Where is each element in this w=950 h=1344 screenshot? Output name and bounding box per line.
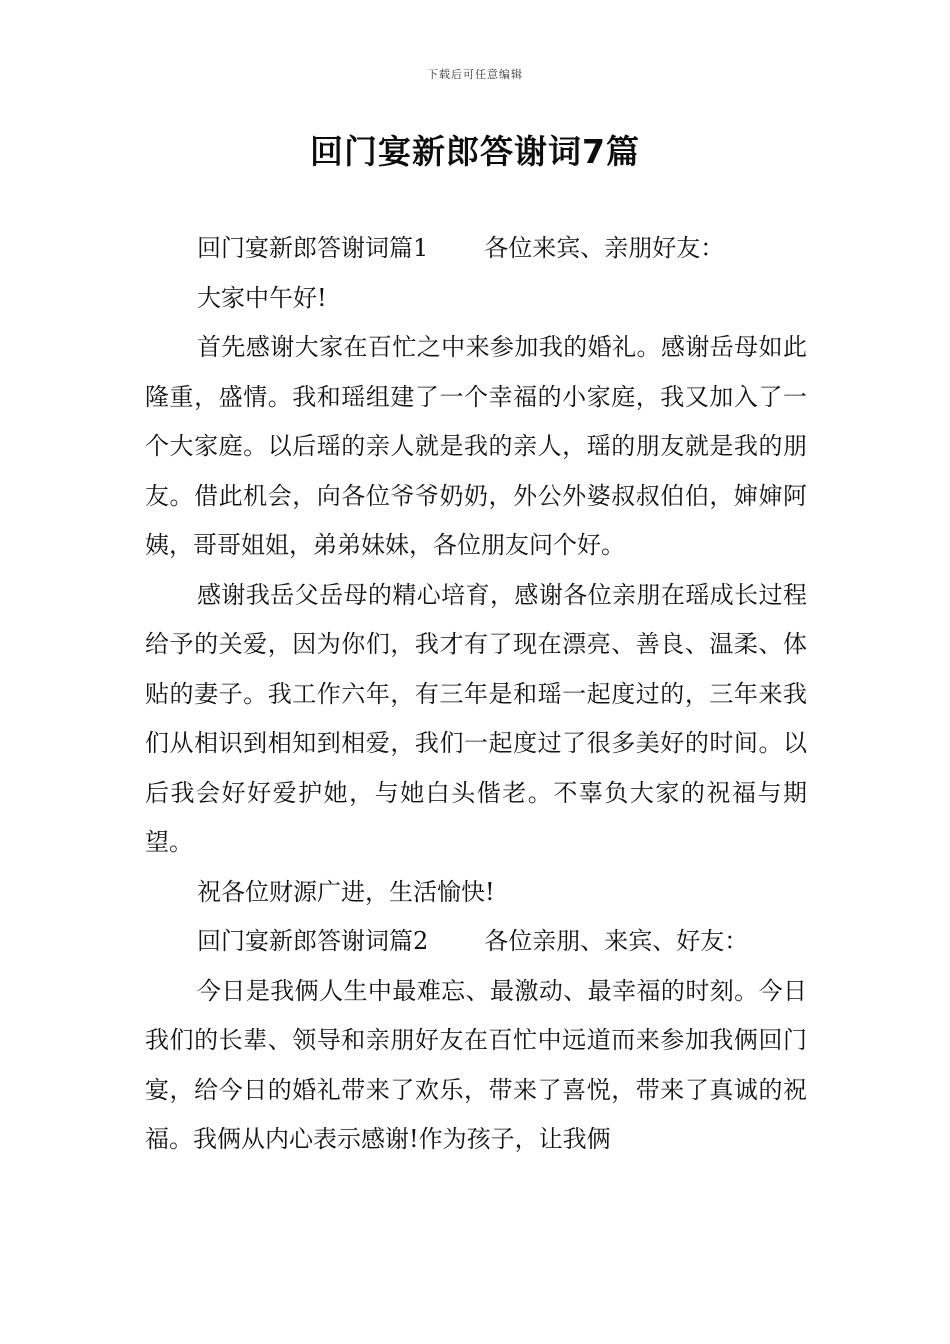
header-note: 下载后可任意编辑 [427, 68, 523, 81]
document-title: 回门宴新郎答谢词7篇 [310, 132, 640, 171]
paragraph: 大家中午好! [197, 283, 327, 312]
section-heading: 回门宴新郎答谢词篇2 [197, 927, 429, 955]
salutation: 各位来宾、亲朋好友： [484, 234, 725, 262]
salutation: 各位亲朋、来宾、好友： [484, 927, 749, 955]
section-heading: 回门宴新郎答谢词篇1 [197, 234, 429, 262]
paragraph: 祝各位财源广进，生活愉快! [197, 877, 495, 906]
paragraph: 首先感谢大家在百忙之中来参加我的婚礼。感谢岳母如此隆重，盛情。我和瑶组建了一个幸福的小家庭，我又加入了一个大家庭。以后瑶的亲人就是我的亲人，瑶的朋友就是我的朋友。借此机会，向各位爷爷奶奶，外公外婆叔叔伯伯，婶婶阿姨，哥哥姐姐，弟弟妹妹，各位朋友问个好。 [145, 333, 807, 559]
document-body [145, 224, 807, 1165]
section-heading-line [145, 917, 807, 967]
section-heading-line [145, 224, 807, 274]
paragraph: 感谢我岳父岳母的精心培育，感谢各位亲朋在瑶成长过程给予的关爱，因为你们，我才有了现在漂亮、善良、温柔、体贴的妻子。我工作六年，有三年是和瑶一起度过的，三年来我们从相识到相知到相爱，我们一起度过了很多美好的时间。以后我会好好爱护她，与她白头偕老。不辜负大家的祝福与期望。 [145, 580, 807, 856]
paragraph: 今日是我俩人生中最难忘、最激动、最幸福的时刻。今日我们的长辈、领导和亲朋好友在百忙中远道而来参加我俩回门宴，给今日的婚礼带来了欢乐，带来了喜悦，带来了真诚的祝福。我俩从内心表示感谢!作为孩子，让我俩 [145, 976, 807, 1153]
